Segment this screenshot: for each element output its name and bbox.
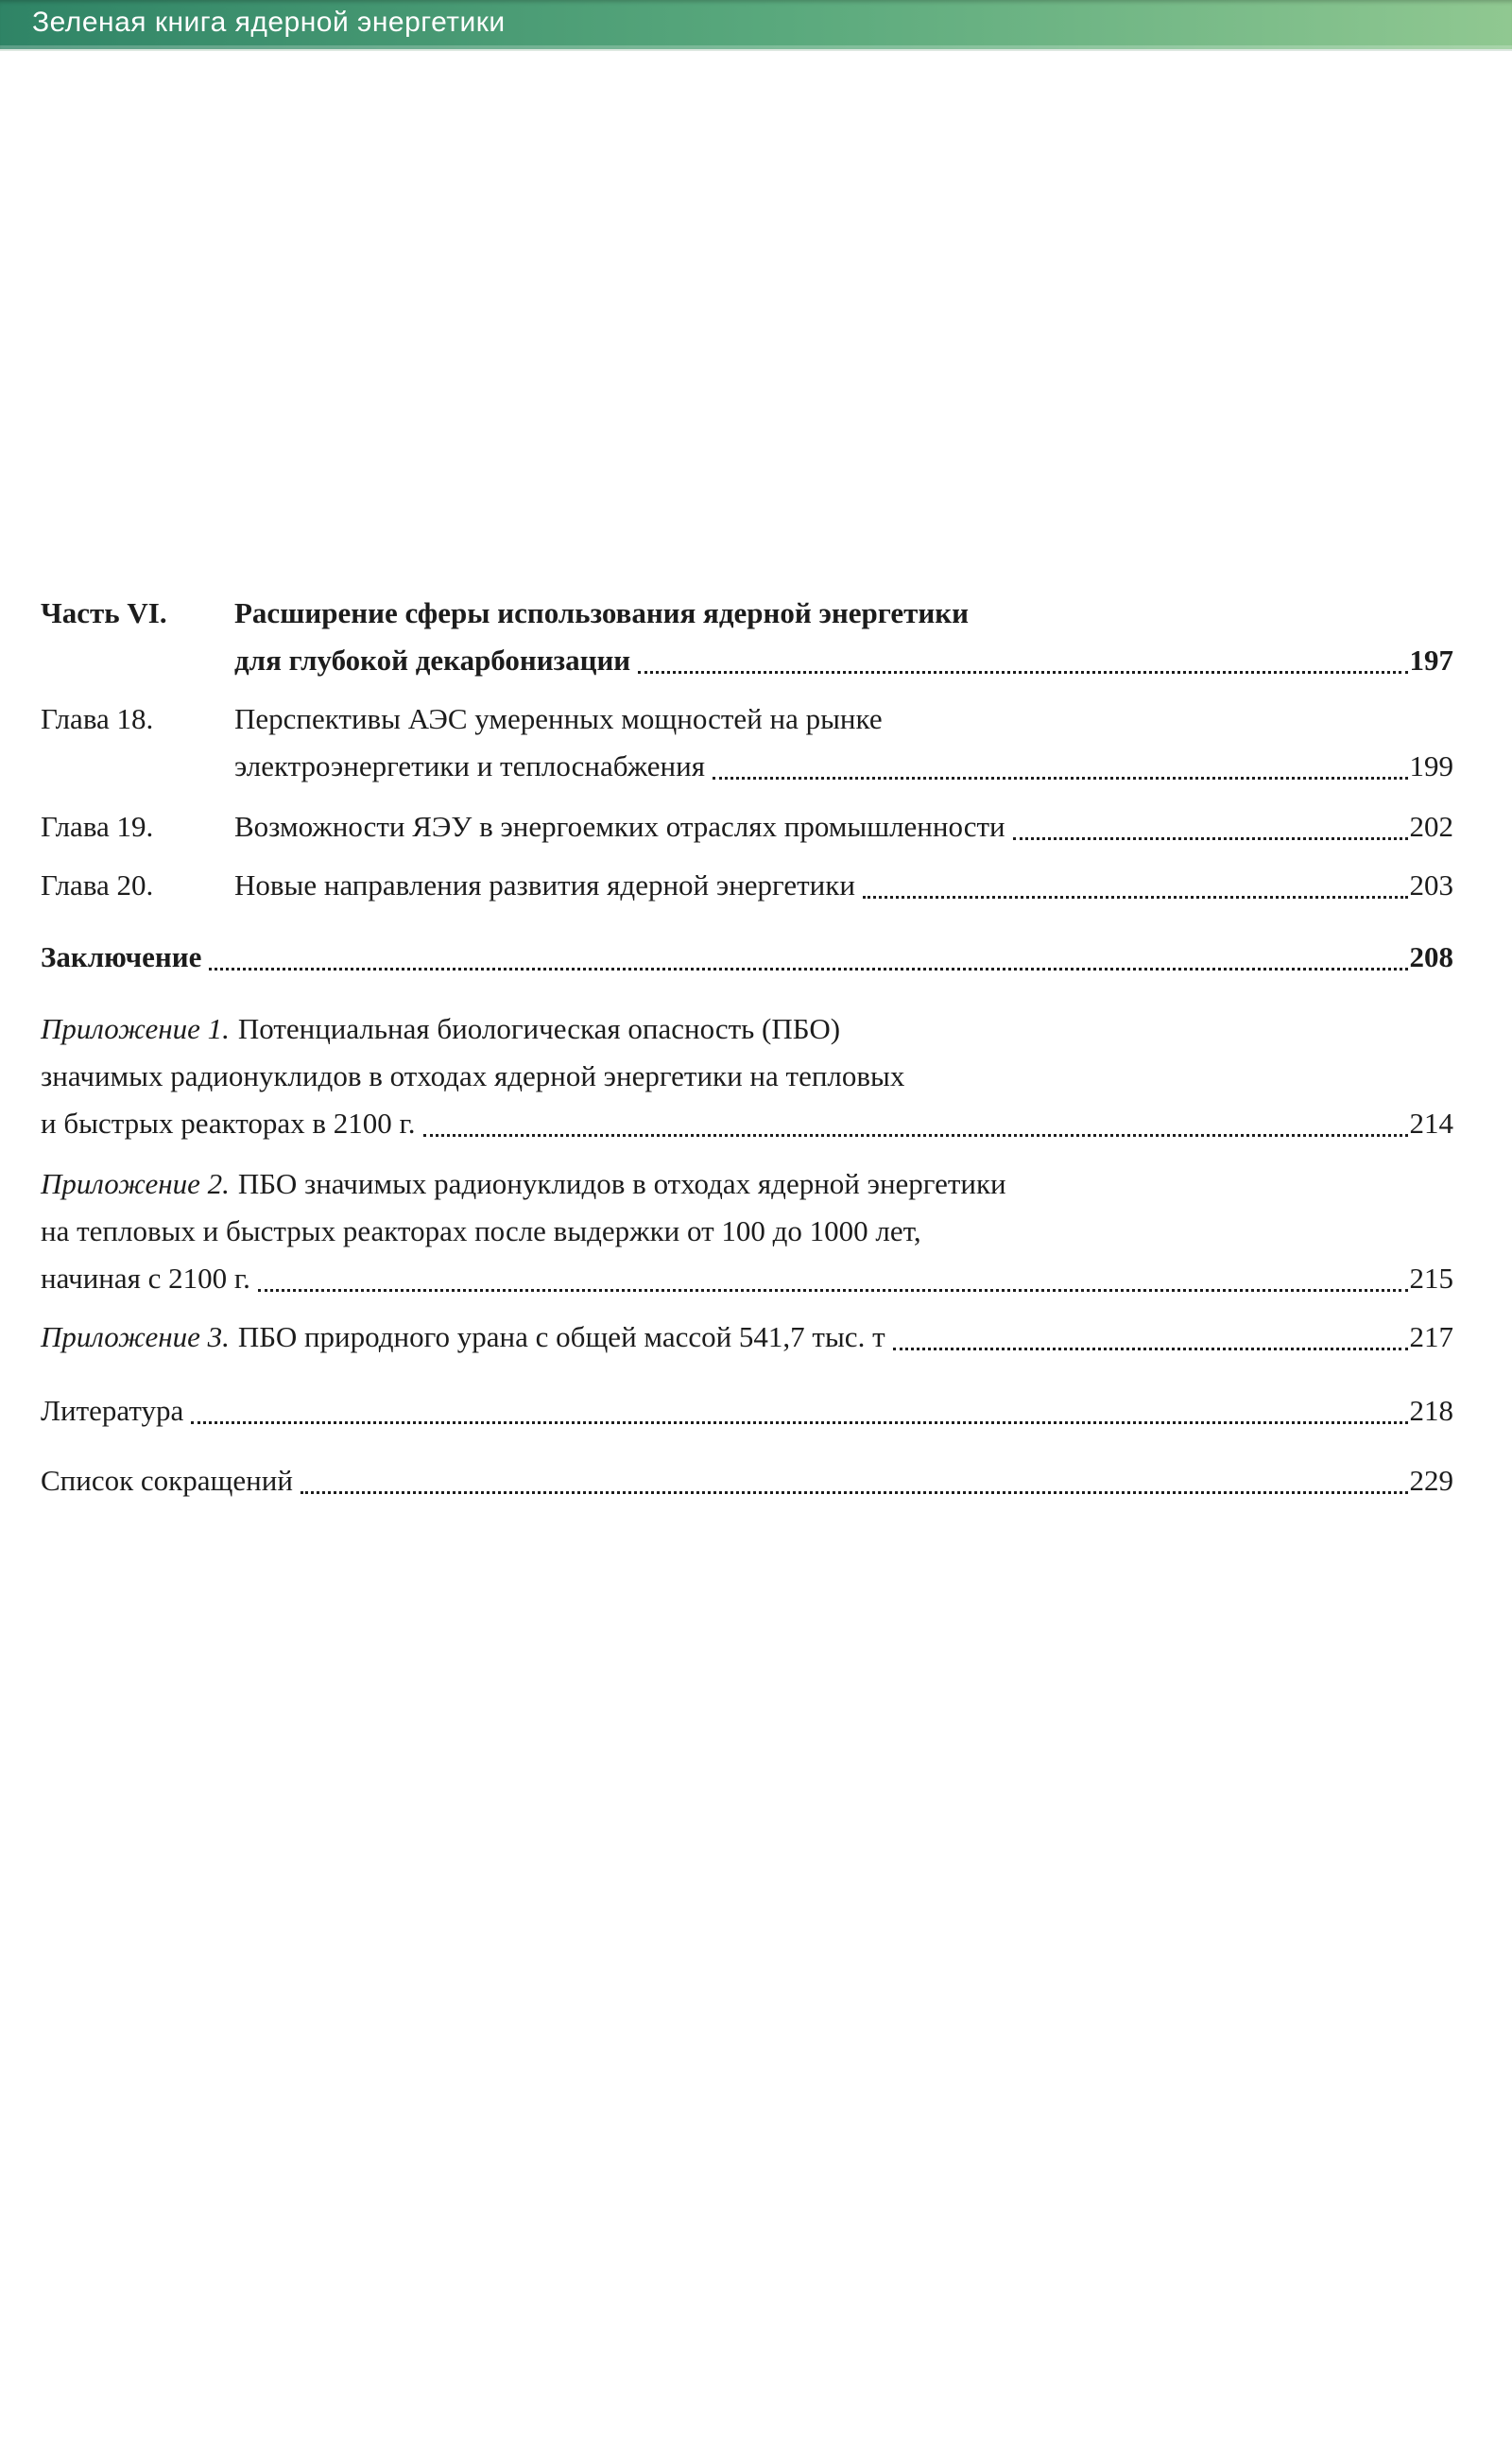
toc-entry-page-number: 203: [1409, 868, 1453, 902]
page-header-band: [0, 0, 1512, 51]
toc-entry-title-line: значимых радионуклидов в отходах ядерной энергетики на тепловых: [41, 1059, 905, 1092]
toc-entry-last-line: [41, 1457, 1453, 1504]
appendix-label: Приложение 2.: [41, 1167, 230, 1200]
running-title: Зеленая книга ядерной энергетики: [32, 7, 506, 38]
toc-entry-chapter-18: [41, 696, 1453, 790]
toc-entry-page-number: 199: [1409, 749, 1453, 782]
toc-entry-appendix-2: [41, 1160, 1453, 1302]
toc-entry-literature: [41, 1387, 1453, 1435]
toc-entry-content: [234, 696, 1453, 790]
toc-entry-appendix-3: [41, 1314, 1453, 1361]
toc-entry-chapter-20: [41, 862, 1453, 909]
toc-entry-content: [234, 862, 1453, 909]
table-of-contents: [0, 590, 1512, 1504]
toc-entry-last-line: [234, 743, 1453, 790]
toc-entry-title-line: Расширение сферы использования ядерной энергетики: [234, 596, 969, 629]
toc-entry-page-number: 218: [1409, 1394, 1453, 1427]
toc-entry-title-line: Перспективы АЭС умеренных мощностей на рынке: [234, 702, 883, 735]
toc-entry-last-line: [41, 934, 1453, 981]
toc-entry-title-line: Новые направления развития ядерной энергетики: [234, 868, 855, 902]
dot-leader: [209, 968, 1407, 971]
dot-leader: [301, 1491, 1408, 1494]
dot-leader: [191, 1421, 1407, 1424]
dot-leader: [258, 1289, 1408, 1292]
toc-entry-abbreviations: [41, 1457, 1453, 1504]
dot-leader: [638, 671, 1407, 674]
toc-entry-title-line: [41, 1005, 1453, 1053]
toc-entry-page-number: 214: [1409, 1107, 1453, 1140]
dot-leader: [713, 777, 1408, 780]
toc-entry-page-number: 217: [1409, 1320, 1453, 1353]
toc-entry-label: Глава 20.: [41, 868, 154, 902]
toc-entry-page-number: 202: [1409, 810, 1453, 843]
toc-entry-page-number: 215: [1409, 1262, 1453, 1295]
toc-entry-label: Глава 18.: [41, 702, 154, 735]
toc-entry-page-number: 197: [1409, 644, 1453, 677]
toc-entry-title-line: на тепловых и быстрых реакторах после выдержки от 100 до 1000 лет,: [41, 1214, 921, 1247]
toc-entry-title-line: и быстрых реакторах в 2100 г.: [41, 1107, 416, 1140]
toc-entry-title-text: ПБО значимых радионуклидов в отходах ядерной энергетики: [237, 1167, 1006, 1200]
toc-entry-last-line: [234, 862, 1453, 909]
toc-entry-label: Глава 19.: [41, 810, 154, 843]
toc-entry-title-line: Возможности ЯЭУ в энергоемких отраслях промышленности: [234, 810, 1005, 843]
toc-entry-last-line: [41, 1100, 1453, 1147]
toc-entry-last-line: [41, 1387, 1453, 1435]
appendix-label: Приложение 3.: [41, 1320, 230, 1353]
appendix-label: Приложение 1.: [41, 1012, 230, 1045]
toc-entry-title-line: Литература: [41, 1394, 184, 1427]
toc-entry-last-line: [41, 1255, 1453, 1302]
toc-entry-page-number: 208: [1409, 940, 1453, 973]
toc-entry-last-line: [234, 803, 1453, 850]
toc-entry-title-line: начиная с 2100 г.: [41, 1262, 250, 1295]
toc-entry-content: [234, 590, 1453, 684]
toc-entry-appendix-1: [41, 1005, 1453, 1147]
dot-leader: [423, 1134, 1408, 1137]
toc-entry-label: Часть VI.: [41, 596, 167, 629]
dot-leader: [1013, 837, 1408, 840]
dot-leader: [863, 896, 1408, 899]
toc-entry-title-line: [41, 1160, 1453, 1208]
toc-entry-title-text: Потенциальная биологическая опасность (ПБО): [237, 1012, 841, 1045]
toc-entry-page-number: 229: [1409, 1464, 1453, 1497]
toc-entry-title-line: [41, 1314, 885, 1361]
toc-entry-title-text: ПБО природного урана с общей массой 541,7 тыс. т: [237, 1320, 885, 1353]
toc-entry-chapter-19: [41, 803, 1453, 850]
dot-leader: [893, 1348, 1408, 1350]
toc-entry-part-vi: [41, 590, 1453, 684]
toc-entry-conclusion: [41, 934, 1453, 981]
toc-entry-content: [234, 803, 1453, 850]
toc-entry-last-line: [41, 1314, 1453, 1361]
toc-entry-last-line: [234, 637, 1453, 684]
toc-entry-title-line: Список сокращений: [41, 1464, 293, 1497]
toc-entry-title-line: Заключение: [41, 940, 202, 973]
toc-entry-title-line: электроэнергетики и теплоснабжения: [234, 749, 705, 782]
toc-entry-title-line: для глубокой декарбонизации: [234, 644, 631, 677]
